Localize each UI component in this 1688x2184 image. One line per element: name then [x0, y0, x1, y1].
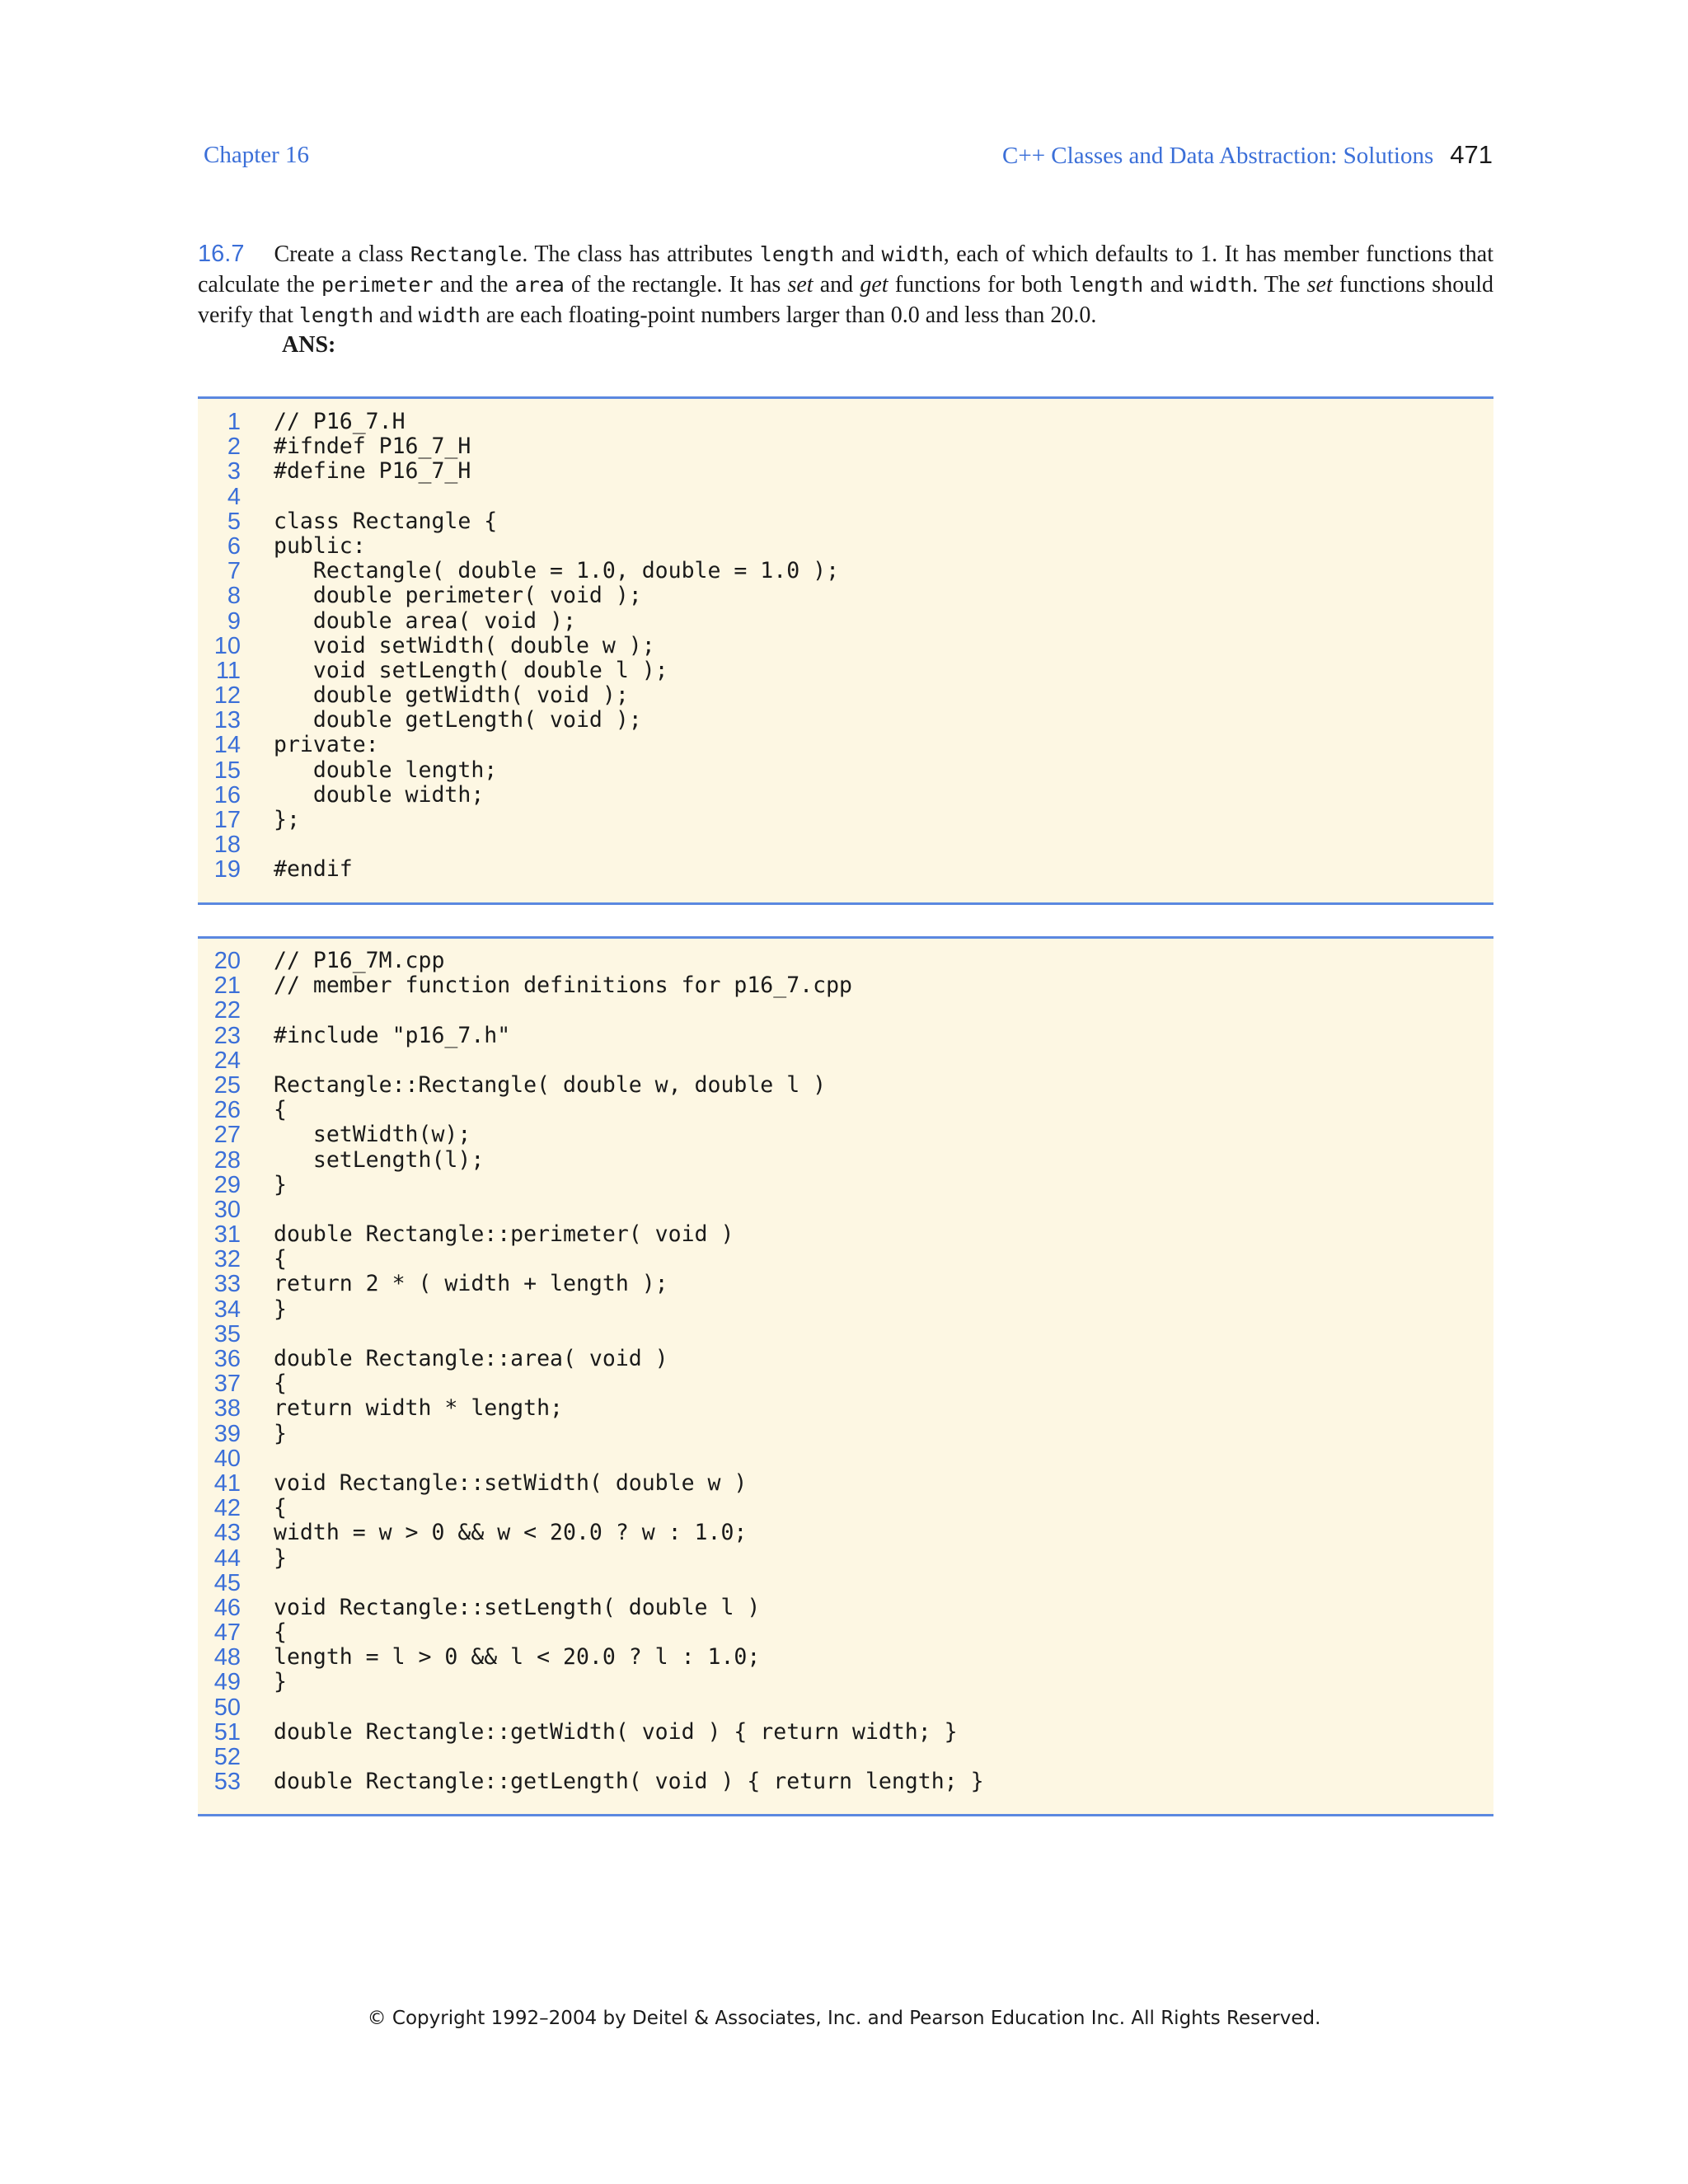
inline-code: Rectangle: [410, 242, 523, 266]
code-line: [198, 1471, 1493, 1496]
code-text: length = l > 0 && l < 20.0 ? l : 1.0;: [274, 1644, 761, 1671]
code-text: return 2 * ( width + length );: [274, 1271, 668, 1297]
problem-text: and the: [433, 272, 515, 298]
section-title: C++ Classes and Data Abstraction: Solutions: [1002, 143, 1434, 169]
line-number: 41: [213, 1469, 241, 1497]
code-text: double Rectangle::perimeter( void ): [274, 1221, 734, 1248]
code-line: [198, 1322, 1493, 1347]
line-number: 5: [227, 508, 241, 535]
inline-code: width: [1190, 273, 1253, 297]
line-number: 36: [213, 1346, 241, 1372]
code-line: [198, 1148, 1493, 1173]
code-text: private:: [274, 732, 379, 758]
line-number: 20: [213, 948, 241, 974]
code-text: setWidth(w);: [274, 1122, 471, 1148]
code-text: // P16_7.H: [274, 409, 406, 434]
line-number: 9: [227, 607, 241, 635]
problem-text: and: [373, 302, 419, 328]
code-text: }: [274, 1420, 287, 1446]
inline-code: width: [418, 303, 481, 327]
code-line: [198, 1073, 1493, 1098]
code-text: Rectangle( double = 1.0, double = 1.0 );: [274, 558, 840, 584]
code-text: double width;: [274, 781, 485, 808]
line-number: 47: [213, 1619, 241, 1647]
line-number: 40: [213, 1445, 241, 1472]
code-text: }: [274, 1669, 287, 1695]
code-text: #endif: [274, 856, 353, 883]
line-number: 14: [213, 732, 241, 759]
line-number: 31: [213, 1221, 241, 1249]
line-number: 17: [213, 807, 241, 833]
code-line: [198, 534, 1493, 559]
code-line: [198, 634, 1493, 658]
code-line: [198, 1197, 1493, 1222]
code-line: [198, 559, 1493, 583]
line-number: 32: [213, 1246, 241, 1273]
inline-code: length: [1068, 273, 1144, 297]
line-number: 50: [213, 1694, 241, 1721]
code-text: Rectangle::Rectangle( double w, double l ): [274, 1071, 827, 1098]
line-number: 48: [213, 1644, 241, 1671]
code-line: [198, 1670, 1493, 1694]
code-line: [198, 1571, 1493, 1596]
page-number: 471: [1450, 140, 1493, 169]
code-text: double Rectangle::area( void ): [274, 1346, 668, 1371]
code-text: }: [274, 1171, 287, 1197]
code-line: [198, 783, 1493, 808]
line-number: 42: [213, 1495, 241, 1522]
problem-text: Create a class: [274, 241, 410, 267]
code-line: [198, 1247, 1493, 1272]
problem-text: of the rectangle. It has: [564, 272, 788, 298]
code-line: [198, 1222, 1493, 1247]
code-text: double Rectangle::getWidth( void ) { return width; }: [274, 1718, 958, 1745]
code-text: #include "p16_7.h": [274, 1022, 511, 1048]
code-line: [198, 1371, 1493, 1396]
code-line: [198, 857, 1493, 882]
running-header: [1002, 140, 1493, 170]
line-number: 24: [213, 1047, 241, 1074]
code-text: {: [274, 1619, 287, 1646]
code-line: [198, 1122, 1493, 1147]
italic-term: set: [1306, 272, 1333, 298]
code-line: [198, 832, 1493, 857]
line-number: 7: [227, 558, 241, 585]
line-number: 15: [213, 757, 241, 784]
line-number: 29: [213, 1171, 241, 1198]
code-text: return width * length;: [274, 1395, 563, 1422]
code-line: [198, 1396, 1493, 1421]
code-text: double area( void );: [274, 607, 576, 634]
line-number: 26: [213, 1097, 241, 1124]
line-number: 22: [213, 997, 241, 1024]
code-text: double getLength( void );: [274, 707, 642, 733]
code-text: }: [274, 1544, 287, 1571]
line-number: 43: [213, 1520, 241, 1547]
line-number: 19: [213, 856, 241, 883]
code-line: [198, 1098, 1493, 1122]
code-line: [198, 998, 1493, 1023]
code-line: [198, 733, 1493, 757]
line-number: 46: [213, 1594, 241, 1621]
problem-text: functions should verify that: [198, 272, 1493, 328]
code-line: [198, 1347, 1493, 1371]
line-number: 3: [227, 458, 241, 485]
line-number: 18: [213, 832, 241, 859]
line-number: 37: [213, 1371, 241, 1398]
line-number: 1: [227, 409, 241, 435]
copyright-footer: © Copyright 1992–2004 by Deitel & Associates, Inc. and Pearson Education Inc. All Rights Reserved.: [367, 2008, 1321, 2029]
answer-label: ANS:: [282, 332, 336, 358]
line-number: 34: [213, 1296, 241, 1323]
line-number: 2: [227, 434, 241, 461]
code-text: void Rectangle::setLength( double l ): [274, 1594, 761, 1620]
code-text: {: [274, 1246, 287, 1272]
code-line: [198, 1645, 1493, 1670]
code-line: [198, 1496, 1493, 1521]
code-line: [198, 1297, 1493, 1322]
code-line: [198, 973, 1493, 998]
line-number: 21: [213, 972, 241, 1000]
code-text: class Rectangle {: [274, 508, 498, 534]
code-text: void setWidth( double w );: [274, 632, 655, 658]
line-number: 10: [213, 632, 241, 659]
line-number: 13: [213, 707, 241, 734]
line-number: 8: [227, 583, 241, 610]
line-number: 6: [227, 532, 241, 560]
code-line: [198, 1272, 1493, 1296]
code-listing-header-file: [198, 396, 1493, 905]
line-number: 27: [213, 1122, 241, 1149]
code-text: {: [274, 1495, 287, 1521]
italic-term: get: [860, 272, 889, 298]
line-number: 33: [213, 1271, 241, 1298]
line-number: 11: [215, 657, 241, 684]
inline-code: length: [298, 303, 374, 327]
line-number: 12: [213, 682, 241, 710]
code-text: #ifndef P16_7_H: [274, 434, 471, 460]
inline-code: width: [881, 242, 944, 266]
code-line: [198, 758, 1493, 783]
code-line: [198, 949, 1493, 973]
code-line: [198, 1546, 1493, 1571]
code-line: [198, 1769, 1493, 1794]
code-line: [198, 1446, 1493, 1471]
code-text: }: [274, 1296, 287, 1322]
code-line: [198, 1596, 1493, 1620]
code-text: void setLength( double l );: [274, 657, 668, 683]
problem-text: , each of which defaults to 1. It has member functions that calculate the: [198, 241, 1493, 298]
line-number: 44: [213, 1544, 241, 1572]
line-number: 51: [213, 1718, 241, 1746]
problem-text: are each floating-point numbers larger than 0.0 and less than 20.0.: [480, 302, 1097, 328]
code-line: [198, 1422, 1493, 1446]
line-number: 28: [213, 1146, 241, 1174]
line-number: 23: [213, 1022, 241, 1049]
code-text: // P16_7M.cpp: [274, 948, 445, 973]
code-text: {: [274, 1371, 287, 1397]
italic-term: set: [787, 272, 814, 298]
problem-text: . The: [1252, 272, 1307, 298]
code-line: [198, 485, 1493, 509]
code-text: public:: [274, 532, 366, 559]
problem-text: . The class has attributes: [522, 241, 760, 267]
code-text: void Rectangle::setWidth( double w ): [274, 1469, 748, 1496]
line-number: 52: [213, 1744, 241, 1770]
code-line: [198, 683, 1493, 708]
code-line: [198, 1695, 1493, 1720]
code-line: [198, 708, 1493, 733]
code-text: double perimeter( void );: [274, 583, 642, 609]
code-text: double Rectangle::getLength( void ) { return length; }: [274, 1769, 984, 1795]
code-text: setLength(l);: [274, 1146, 485, 1173]
line-number: 53: [213, 1769, 241, 1796]
code-text: {: [274, 1097, 287, 1123]
code-line: [198, 1720, 1493, 1745]
code-line: [198, 583, 1493, 608]
line-number: 30: [213, 1196, 241, 1223]
problem-text: and: [1143, 272, 1190, 298]
code-line: [198, 609, 1493, 634]
line-number: 45: [213, 1569, 241, 1596]
code-line: [198, 410, 1493, 434]
code-text: width = w > 0 && w < 20.0 ? w : 1.0;: [274, 1520, 748, 1546]
code-text: #define P16_7_H: [274, 458, 471, 485]
code-line: [198, 1521, 1493, 1545]
code-line: [198, 1173, 1493, 1197]
code-line: [198, 509, 1493, 534]
chapter-label: Chapter 16: [204, 142, 310, 168]
problem-statement: [198, 239, 1493, 330]
line-number: 4: [227, 483, 241, 510]
code-line: [198, 808, 1493, 832]
line-number: 39: [213, 1420, 241, 1447]
code-text: double getWidth( void );: [274, 682, 629, 709]
line-number: 16: [213, 781, 241, 808]
line-number: 38: [213, 1395, 241, 1422]
code-text: double length;: [274, 757, 498, 783]
problem-text: functions for both: [888, 272, 1069, 298]
problem-number: 16.7: [198, 241, 245, 267]
problem-text: and: [834, 241, 882, 267]
code-line: [198, 1024, 1493, 1048]
line-number: 25: [213, 1071, 241, 1099]
problem-text: and: [813, 272, 860, 298]
code-line: [198, 1048, 1493, 1073]
code-line: [198, 459, 1493, 484]
code-line: [198, 1620, 1493, 1645]
code-text: // member function definitions for p16_7.cpp: [274, 972, 852, 999]
code-text: };: [274, 807, 300, 832]
code-listing-implementation-file: [198, 936, 1493, 1816]
inline-code: area: [514, 273, 565, 297]
code-line: [198, 658, 1493, 683]
line-number: 49: [213, 1669, 241, 1696]
inline-code: perimeter: [321, 273, 434, 297]
code-line: [198, 1745, 1493, 1769]
line-number: 35: [213, 1320, 241, 1347]
code-line: [198, 434, 1493, 459]
inline-code: length: [759, 242, 835, 266]
